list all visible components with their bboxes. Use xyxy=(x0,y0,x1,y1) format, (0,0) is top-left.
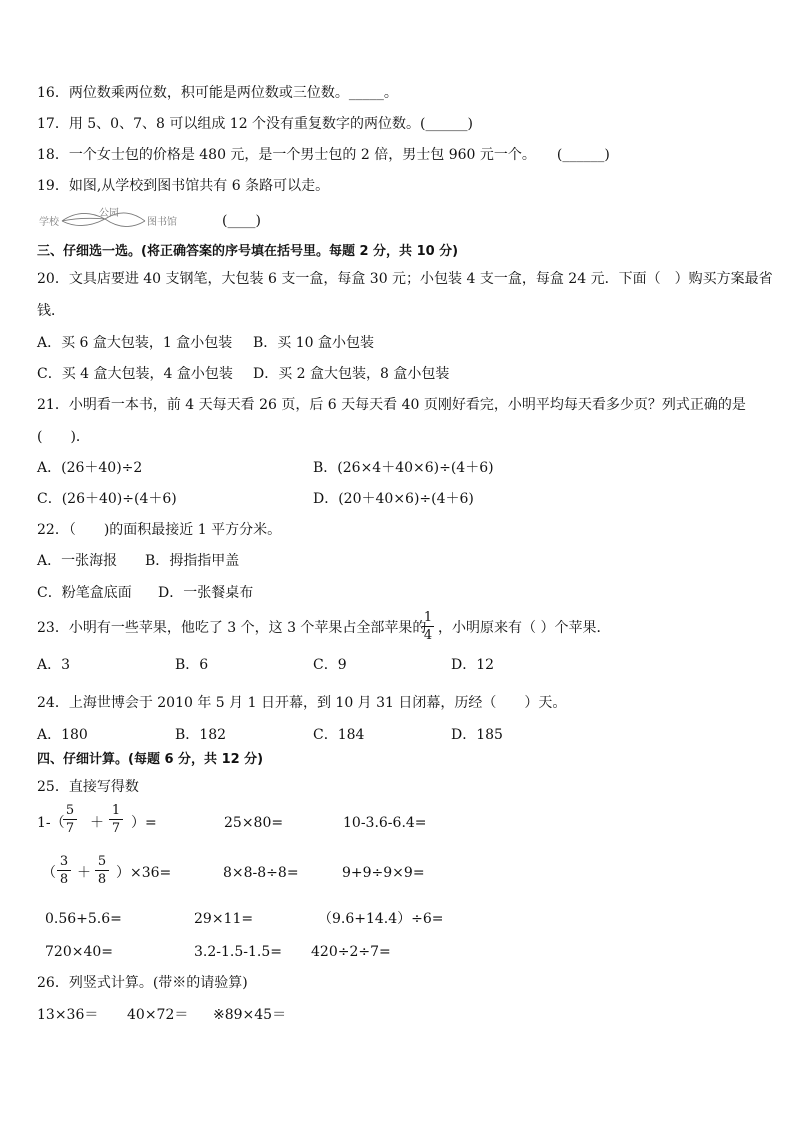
q20-option-a: A．买 6 盒大包装，1 盒小包装 xyxy=(37,335,233,351)
section-4-heading: 四、仔细计算。(每题 6 分，共 12 分) xyxy=(37,752,264,767)
q21-option-d: D．(20＋40×6)÷(4＋6) xyxy=(313,491,474,507)
q21-option-a: A．(26＋40)÷2 xyxy=(37,460,143,476)
q25-r2-prefix: （ xyxy=(42,865,56,881)
q25-r2-suffix: ）×36= xyxy=(116,865,172,881)
question-23-part2: ，小明原来有（ ）个苹果． xyxy=(438,620,611,636)
q25-r3-c1: 0.56+5.6= xyxy=(45,911,122,927)
q25-r3-c2: 29×11= xyxy=(194,911,254,927)
question-20-line1: 20．文具店要进 40 支钢笔，大包装 6 支一盒，每盒 30 元；小包装 4 支一盒，每盒 24 元．下面（ ）购买方案最省 xyxy=(37,271,773,287)
q23-option-d: D．12 xyxy=(451,657,495,673)
q26-item-1: 13×36＝ xyxy=(37,1007,99,1023)
q25-r4-c1: 720×40= xyxy=(45,944,113,960)
q20-option-c: C．买 4 盒大包装，4 盒小包装 xyxy=(37,366,233,382)
question-17: 17．用 5、0、7、8 可以组成 12 个没有重复数字的两位数。(______) xyxy=(37,116,473,132)
q24-option-b: B．182 xyxy=(175,727,227,743)
question-16: 16．两位数乘两位数，积可能是两位数或三位数。_____。 xyxy=(37,85,398,101)
q25-r2-c2: 8×8-8÷8= xyxy=(223,865,299,881)
q25-r1-c3: 10-3.6-6.4= xyxy=(343,815,427,831)
q23-option-c: C．9 xyxy=(313,657,347,673)
q25-r1-prefix: 1-（ xyxy=(37,815,65,831)
question-18: 18．一个女士包的价格是 480 元，是一个男士包的 2 倍，男士包 960 元一个。 (______) xyxy=(37,147,610,163)
q26-item-2: 40×72＝ xyxy=(127,1007,189,1023)
q24-option-c: C．184 xyxy=(313,727,365,743)
q22-option-d: D．一张餐桌布 xyxy=(158,585,254,601)
q22-option-a: A．一张海报 xyxy=(37,553,118,569)
fraction-denominator: 8 xyxy=(59,872,69,887)
question-23-part1: 23．小明有一些苹果，他吃了 3 个，这 3 个苹果占全部苹果的 xyxy=(37,620,427,636)
question-19: 19．如图,从学校到图书馆共有 6 条路可以走。 xyxy=(37,178,330,194)
q23-option-b: B．6 xyxy=(175,657,209,673)
question-26-title: 26．列竖式计算。(带※的请验算) xyxy=(37,975,248,991)
route-diagram xyxy=(37,204,212,236)
fraction-numerator: 5 xyxy=(65,803,75,818)
q25-r1-suffix: ）= xyxy=(131,815,157,831)
q20-option-d: D．买 2 盒大包装，8 盒小包装 xyxy=(253,366,450,382)
q25-r4-c2: 3.2-1.5-1.5= xyxy=(194,944,282,960)
q23-option-a: A．3 xyxy=(37,657,71,673)
diagram-label-school: 学校 xyxy=(39,217,59,228)
q24-option-d: D．185 xyxy=(451,727,503,743)
q25-r1-fraction-1 xyxy=(63,803,77,836)
question-19-blank: (____) xyxy=(222,213,261,229)
fraction-denominator: 8 xyxy=(97,872,107,887)
fraction-denominator: 4 xyxy=(423,628,433,643)
q22-option-c: C．粉笔盒底面 xyxy=(37,585,132,601)
q25-r1-c2: 25×80= xyxy=(224,815,284,831)
question-25-title: 25．直接写得数 xyxy=(37,779,139,795)
q20-option-b: B．买 10 盒小包装 xyxy=(253,335,375,351)
question-20-line2: 钱． xyxy=(37,303,65,319)
fraction-numerator: 3 xyxy=(59,854,69,869)
q25-r4-c3: 420÷2÷7= xyxy=(311,944,391,960)
question-24: 24．上海世博会于 2010 年 5 月 1 日开幕，到 10 月 31 日闭幕，历经（ ）天。 xyxy=(37,695,567,711)
q25-r2-fraction-2 xyxy=(95,854,109,887)
q21-option-b: B．(26×4＋40×6)÷(4＋6) xyxy=(313,460,494,476)
q25-r2-plus: ＋ xyxy=(77,865,91,881)
fraction-denominator: 7 xyxy=(111,821,121,836)
q22-option-b: B．拇指指甲盖 xyxy=(145,553,240,569)
fraction-numerator: 1 xyxy=(111,803,121,818)
question-21-line1: 21．小明看一本书，前 4 天每天看 26 页，后 6 天每天看 40 页刚好看完，小明平均每天看多少页？列式正确的是 xyxy=(37,397,746,413)
question-21-line2: ( )． xyxy=(37,429,90,445)
q26-item-3: ※89×45＝ xyxy=(213,1007,287,1023)
q24-option-a: A．180 xyxy=(37,727,88,743)
q25-r1-plus: ＋ xyxy=(90,815,104,831)
q25-r3-c3: （9.6+14.4）÷6= xyxy=(318,911,444,927)
question-22: 22．（ )的面积最接近 1 平方分米。 xyxy=(37,522,282,538)
q21-option-c: C．(26＋40)÷(4＋6) xyxy=(37,491,177,507)
diagram-label-library: 图书馆 xyxy=(147,217,177,228)
section-3-heading: 三、仔细选一选。(将正确答案的序号填在括号里。每题 2 分，共 10 分) xyxy=(37,244,459,259)
q25-r1-fraction-2 xyxy=(109,803,123,836)
q25-r2-fraction-1 xyxy=(57,854,71,887)
q25-r2-c3: 9+9÷9×9= xyxy=(342,865,425,881)
fraction-denominator: 7 xyxy=(65,821,75,836)
diagram-label-park: 公园 xyxy=(99,208,119,219)
fraction-numerator: 1 xyxy=(423,610,433,625)
q23-fraction xyxy=(422,610,434,643)
fraction-numerator: 5 xyxy=(97,854,107,869)
